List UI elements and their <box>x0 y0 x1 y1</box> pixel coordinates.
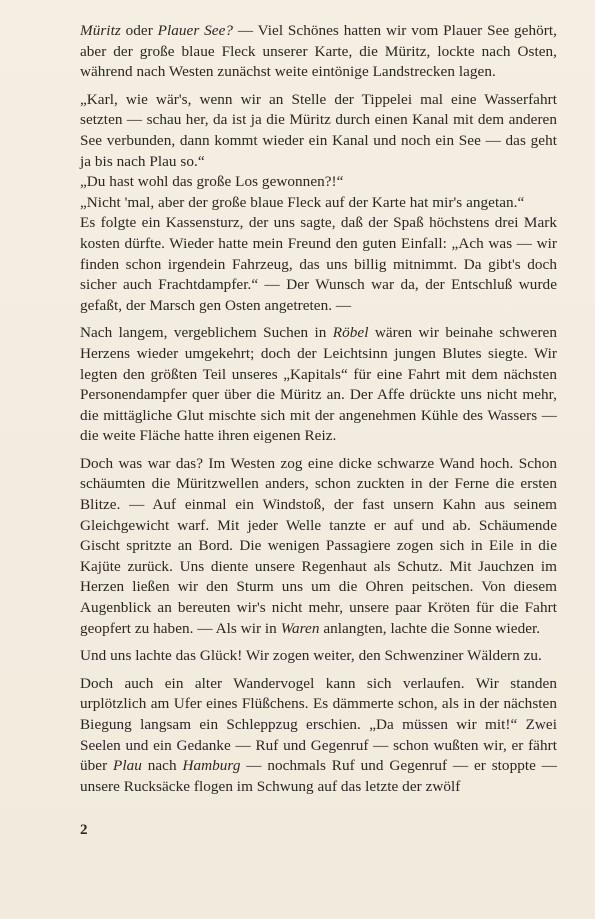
text-run: anlangten, lachte die Sonne wieder. <box>319 619 541 637</box>
paragraph <box>80 193 557 214</box>
paragraph <box>80 213 557 316</box>
paragraph <box>80 21 557 83</box>
text-run: — Viel Schönes hatten wir vom Plauer See gehört, aber der große blaue Fleck unserer Karte, die Müritz, lockte nach Osten, während nach Westen zunächst weite eintönige Landstrecken lagen. <box>80 22 557 81</box>
paragraph <box>80 90 557 172</box>
paragraph <box>80 674 557 798</box>
text-run: Es folgte ein Kassensturz, der uns sagte, daß der Spaß höchstens drei Mark kosten dürfte. Wieder hatte mein Freund den guten Einfall: „Ach was — wir finden schon irgendein Fahrzeug, das uns billig mitnimmt. Da gibt's doch sicher auch Frachtdampfer.“ — Der Wunsch war da, der Entschluß wurde gefaßt, der Marsch gen Osten angetreten. — <box>80 214 557 314</box>
text-run: „Nicht 'mal, aber der große blaue Fleck auf der Karte hat mir's angetan.“ <box>80 193 525 211</box>
text-run: oder <box>120 22 158 39</box>
page-number: 2 <box>80 822 88 838</box>
text-run: „Karl, wie wär's, wenn wir an Stelle der Tippelei mal eine Wasserfahrt setzten — schau her, da ist ja die Müritz durch einen Kanal mit dem anderen See verbunden, dann kommt wieder ein Kanal und noch ein See — das geht ja bis nach Plau so.“ <box>80 90 557 170</box>
text-run: — nochmals Ruf und Gegenruf — er stoppte — unsere Rucksäcke flogen im Schwung auf das letzte der zwölf <box>80 757 557 795</box>
text-italic: Plauer See? <box>157 22 234 39</box>
text-run: wären wir beinahe schweren Herzens wieder umgekehrt; doch der Leichtsinn jungen Blutes siegte. Wir legten den größten Teil unseres „Kapitals“ für eine Fahrt mit dem nächsten Personendampfer quer über die Müritz an. Der Affe drückte uns nicht mehr, die mittägliche Glut mischte sich mit der angenehmen Kühle des Wassers — die weite Fläche hatte ihren eigenen Reiz. <box>80 324 557 445</box>
text-italic: Waren <box>280 619 320 637</box>
text-run: Doch auch ein alter Wandervogel kann sich verlaufen. Wir standen urplötzlich am Ufer eines Flüßchens. Es dämmerte schon, als in der nächsten Biegung langsam ein Schleppzug erschien. „Da müssen wir mit!“ Zwei Seelen und ein Gedanke — Ruf und Gegenruf — schon wußten wir, er fährt über <box>80 674 557 775</box>
text-italic: Hamburg <box>182 757 241 775</box>
text-run: Nach langem, vergeblichem Suchen in <box>80 324 333 342</box>
text-italic: Müritz <box>80 22 121 39</box>
text-run: Und uns lachte das Glück! Wir zogen weiter, den Schwenziner Wäldern zu. <box>80 647 542 665</box>
paragraph <box>80 172 557 193</box>
paragraph <box>80 646 557 667</box>
text-italic: Röbel <box>332 324 369 342</box>
text-run: nach <box>141 757 183 775</box>
text-run: „Du hast wohl das große Los gewonnen?!“ <box>80 173 344 191</box>
text-italic: Plau <box>113 757 142 775</box>
body-text <box>80 21 557 797</box>
text-run: Doch was war das? Im Westen zog eine dicke schwarze Wand hoch. Schon schäumten die Müritzwellen anders, schon zuckten in der Ferne die ersten Blitze. — Auf einmal ein Windstoß, der fast unsern Kahn aus seinem Gleichgewicht warf. Mit jeder Welle tanzte er auf und ab. Schäumende Gischt spritzte an Bord. Die wenigen Passagiere zogen sich in Eile in die Kajüte zurück. Uns diente unsere Regenhaut als Schutz. Mit Jauchzen im Herzen ließen wir den Sturm uns um die Ohren peitschen. Von diesem Augenblick an bereuten wir's nicht mehr, unsere paar Kröten für die Fahrt geopfert zu haben. — Als wir in <box>80 454 557 637</box>
paragraph <box>80 454 557 639</box>
paragraph <box>80 323 557 447</box>
